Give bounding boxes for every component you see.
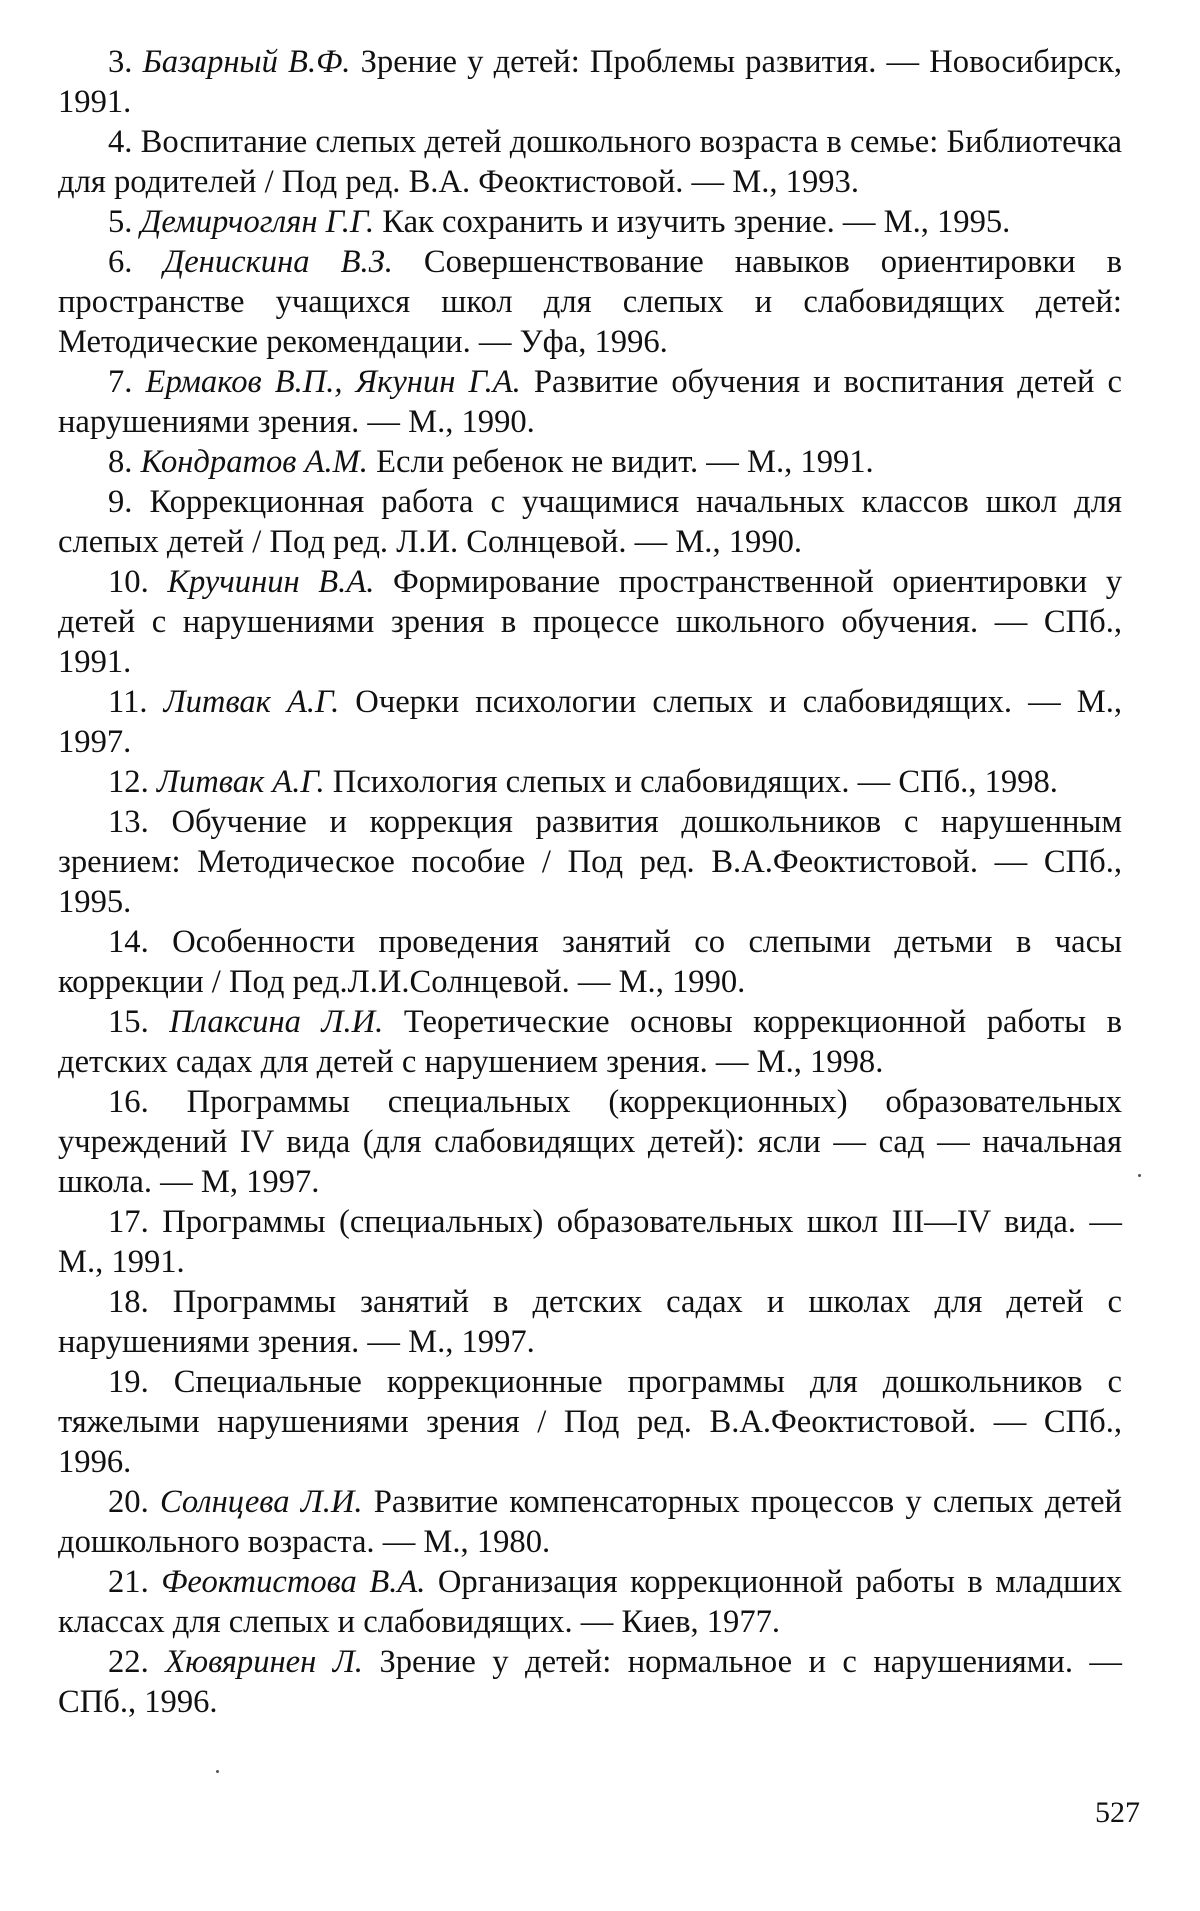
reference-number: 17. <box>108 1204 149 1240</box>
reference-number: 6. <box>108 244 133 280</box>
reference-text: Формирование пространственной ориентировки у детей с нарушениями зрения в процессе школьного обучения. — СПб., 1991. <box>58 564 1122 680</box>
reference-number: 12. <box>108 764 149 800</box>
reference-number: 11. <box>108 684 148 720</box>
reference-item <box>58 682 1122 762</box>
bibliography-list <box>58 42 1122 1722</box>
reference-item <box>58 1642 1122 1722</box>
reference-text: Программы занятий в детских садах и школах для детей с нарушениями зрения. — М., 1997. <box>58 1284 1122 1360</box>
reference-author: Литвак А.Г. <box>163 684 340 720</box>
reference-text: Очерки психологии слепых и слабовидящих. — М., 1997. <box>58 684 1122 760</box>
reference-text: Воспитание слепых детей дошкольного возраста в семье: Библиотечка для родителей / Под ред. В.А. Феоктистовой. — М., 1993. <box>58 124 1122 200</box>
reference-author: Хювяринен Л. <box>165 1644 363 1680</box>
reference-number: 15. <box>108 1004 149 1040</box>
scan-speck <box>216 1770 219 1773</box>
reference-number: 21. <box>108 1564 149 1600</box>
scan-speck <box>1138 1174 1141 1177</box>
reference-text: Как сохранить и изучить зрение. — М., 1995. <box>382 204 1011 240</box>
reference-item <box>58 442 1122 482</box>
reference-text: Коррекционная работа с учащимися начальных классов школ для слепых детей / Под ред. Л.И. Солнцевой. — М., 1990. <box>58 484 1122 560</box>
reference-text: Зрение у детей: нормальное и с нарушениями. — СПб., 1996. <box>58 1644 1122 1720</box>
reference-author: Плаксина Л.И. <box>169 1004 384 1040</box>
reference-text: Особенности проведения занятий со слепыми детьми в часы коррекции / Под ред.Л.И.Солнцевой. — М., 1990. <box>58 924 1122 1000</box>
reference-item <box>58 1202 1122 1282</box>
reference-text: Обучение и коррекция развития дошкольников с нарушенным зрением: Методическое пособие / Под ред. В.А.Феоктистовой. — СПб., 1995. <box>58 804 1122 920</box>
reference-number: 22. <box>108 1644 149 1680</box>
reference-text: Программы (специальных) образовательных школ III—IV вида. — М., 1991. <box>58 1204 1122 1280</box>
reference-item <box>58 202 1122 242</box>
reference-item <box>58 242 1122 362</box>
reference-author: Солнцева Л.И. <box>159 1484 363 1520</box>
reference-number: 8. <box>108 444 133 480</box>
reference-number: 9. <box>108 484 133 520</box>
reference-number: 13. <box>108 804 149 840</box>
reference-text: Организация коррекционной работы в младших классах для слепых и слабовидящих. — Киев, 1977. <box>58 1564 1122 1640</box>
reference-item <box>58 482 1122 562</box>
reference-number: 18. <box>108 1284 149 1320</box>
reference-text: Если ребенок не видит. — М., 1991. <box>376 444 874 480</box>
reference-item <box>58 362 1122 442</box>
reference-number: 3. <box>108 44 133 80</box>
reference-text: Программы специальных (коррекционных) образовательных учреждений IV вида (для слабовидящих детей): ясли — сад — начальная школа. — М, 1997. <box>58 1084 1122 1200</box>
reference-number: 5. <box>108 204 133 240</box>
reference-item <box>58 762 1122 802</box>
reference-text: Психология слепых и слабовидящих. — СПб., 1998. <box>332 764 1058 800</box>
reference-item <box>58 1482 1122 1562</box>
reference-author: Феоктистова В.А. <box>161 1564 426 1600</box>
reference-item <box>58 1562 1122 1642</box>
reference-author: Демирчоглян Г.Г. <box>140 204 375 240</box>
reference-author: Денискина В.З. <box>163 244 393 280</box>
reference-item <box>58 1082 1122 1202</box>
reference-text: Специальные коррекционные программы для дошкольников с тяжелыми нарушениями зрения / Под ред. В.А.Феоктистовой. — СПб., 1996. <box>58 1364 1122 1480</box>
reference-number: 10. <box>108 564 149 600</box>
reference-item <box>58 1002 1122 1082</box>
reference-number: 20. <box>108 1484 149 1520</box>
reference-number: 14. <box>108 924 149 960</box>
reference-item <box>58 802 1122 922</box>
page-number: 527 <box>1095 1796 1140 1829</box>
reference-number: 19. <box>108 1364 149 1400</box>
reference-item <box>58 562 1122 682</box>
reference-number: 4. <box>108 124 133 160</box>
reference-text: Развитие компенсаторных процессов у слепых детей дошкольного возраста. — М., 1980. <box>58 1484 1122 1560</box>
reference-item <box>58 1362 1122 1482</box>
reference-author: Ермаков В.П., Якунин Г.А. <box>145 364 521 400</box>
reference-text: Развитие обучения и воспитания детей с нарушениями зрения. — М., 1990. <box>58 364 1122 440</box>
reference-text: Теоретические основы коррекционной работы в детских садах для детей с нарушением зрения. — М., 1998. <box>58 1004 1122 1080</box>
reference-number: 7. <box>108 364 133 400</box>
reference-author: Литвак А.Г. <box>156 764 325 800</box>
reference-author: Кручинин В.А. <box>167 564 375 600</box>
reference-author: Кондратов А.М. <box>140 444 368 480</box>
reference-number: 16. <box>108 1084 149 1120</box>
reference-item <box>58 922 1122 1002</box>
reference-item <box>58 42 1122 122</box>
reference-item <box>58 122 1122 202</box>
reference-text: Зрение у детей: Проблемы развития. — Новосибирск, 1991. <box>58 44 1122 120</box>
reference-author: Базарный В.Ф. <box>142 44 351 80</box>
reference-text: Совершенствование навыков ориентировки в пространстве учащихся школ для слепых и слабовидящих детей: Методические рекомендации. — Уфа, 1996. <box>58 244 1122 360</box>
reference-item <box>58 1282 1122 1362</box>
